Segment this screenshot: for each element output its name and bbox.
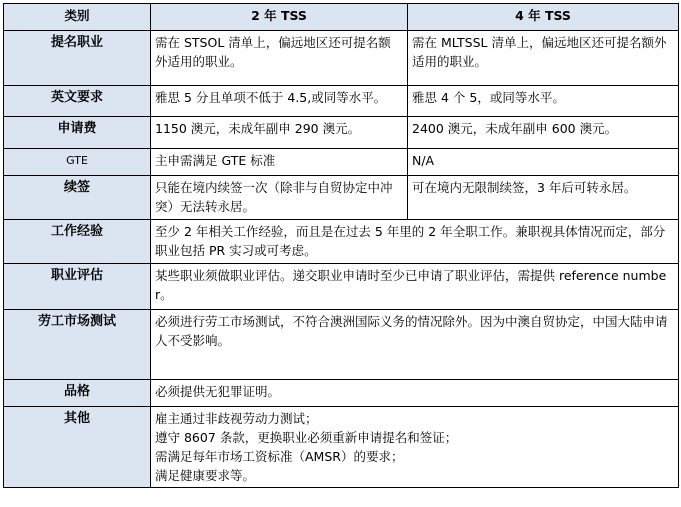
row-english [4,86,679,117]
row-experience [4,220,679,264]
gte-tss4: N/A [408,149,679,176]
renewal-tss4: 可在境内无限制续签，3 年后可转永居。 [408,176,679,220]
experience-value: 至少 2 年相关工作经验，而且是在过去 5 年里的 2 年全职工作。兼职视具体情况而定，部分职业包括 PR 实习或可考虑。 [151,220,679,264]
other-line: 遵守 8607 条款，更换职业必须重新申请提名和签证； [155,430,458,445]
lmt-value: 必须进行劳工市场测试，不符合澳洲国际义务的情况除外。因为中澳自贸协定，中国大陆申请人不受影响。 [151,310,679,380]
row-assessment [4,264,679,310]
label-assessment: 职业评估 [4,264,151,310]
header-tss2: 2 年 TSS [151,4,408,31]
other-line: 需满足每年市场工资标准（AMSR）的要求； [155,449,404,464]
header-tss4: 4 年 TSS [408,4,679,31]
label-english: 英文要求 [4,86,151,117]
gte-tss2: 主申需满足 GTE 标准 [151,149,408,176]
label-fee: 申请费 [4,117,151,149]
other-value [151,407,679,488]
fee-tss4: 2400 澳元，未成年副申 600 澳元。 [408,117,679,149]
occupation-tss4: 需在 MLTSSL 清单上，偏远地区还可提名额外适用的职业。 [408,31,679,86]
other-line: 满足健康要求等。 [155,468,256,483]
label-lmt: 劳工市场测试 [4,310,151,380]
row-character [4,380,679,407]
english-tss4: 雅思 4 个 5，或同等水平。 [408,86,679,117]
renewal-tss2: 只能在境内续签一次（除非与自贸协定中冲突）无法转永居。 [151,176,408,220]
row-occupation [4,31,679,86]
label-experience: 工作经验 [4,220,151,264]
header-category: 类别 [4,4,151,31]
row-lmt [4,310,679,380]
label-gte: GTE [4,149,151,176]
character-value: 必须提供无犯罪证明。 [151,380,679,407]
english-tss2: 雅思 5 分且单项不低于 4.5,或同等水平。 [151,86,408,117]
label-character: 品格 [4,380,151,407]
label-renewal: 续签 [4,176,151,220]
comparison-table [3,3,679,488]
row-fee [4,117,679,149]
other-line: 雇主通过非歧视劳动力测试； [155,411,318,426]
row-other [4,407,679,488]
label-occupation: 提名职业 [4,31,151,86]
label-other: 其他 [4,407,151,488]
row-gte [4,149,679,176]
header-row [4,4,679,31]
fee-tss2: 1150 澳元，未成年副申 290 澳元。 [151,117,408,149]
occupation-tss2: 需在 STSOL 清单上，偏远地区还可提名额外适用的职业。 [151,31,408,86]
row-renewal [4,176,679,220]
assessment-value: 某些职业须做职业评估。递交职业申请时至少已申请了职业评估，需提供 reference number。 [151,264,679,310]
